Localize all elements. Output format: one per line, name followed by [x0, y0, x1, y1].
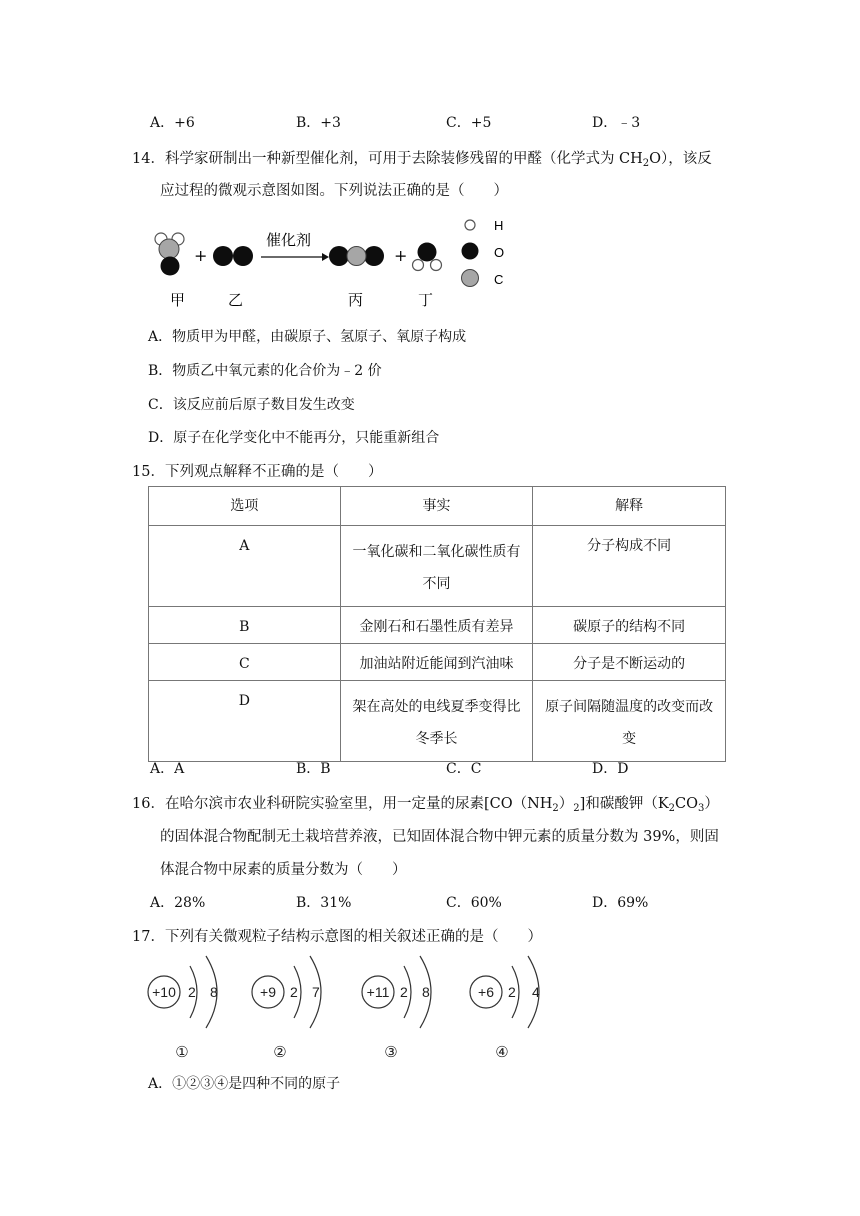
q17-stem: 17．下列有关微观粒子结构示意图的相关叙述正确的是（ ）	[132, 929, 542, 945]
legend	[462, 218, 505, 287]
shell-electrons: 7	[312, 984, 320, 1000]
name-yi: 乙	[228, 291, 244, 309]
molecule-yi	[213, 246, 253, 266]
cell-fact: 金刚石和石墨性质有差异	[340, 607, 533, 644]
header-fact: 事实	[340, 487, 533, 526]
cell-option: A	[149, 526, 341, 607]
q15-option-b[interactable]: B．B	[296, 761, 331, 777]
q17-option-a[interactable]: A．①②③④是四种不同的原子	[148, 1076, 341, 1092]
legend-h-label: H	[494, 218, 504, 233]
cell-fact: 加油站附近能闻到汽油味	[340, 644, 533, 681]
q16-stem-line2: 的固体混合物配制无土栽培营养液，已知固体混合物中钾元素的质量分数为 39%，则固	[160, 829, 719, 845]
shell-electrons: 2	[188, 984, 196, 1000]
plus-sign-2: +	[394, 246, 408, 265]
cell-explain: 分子是不断运动的	[533, 644, 726, 681]
q16-stem-line3: 体混合物中尿素的质量分数为（ ）	[160, 862, 407, 878]
q15-table	[148, 486, 726, 762]
shell-electrons: 2	[508, 984, 516, 1000]
q16-stem-line1: 16．在哈尔滨市农业科研院实验室里，用一定量的尿素$[CO(NH_2)_2]$和碳酸钾$(K_2CO_3)$	[132, 796, 719, 814]
particle-2	[252, 956, 321, 1061]
cell-option: C	[149, 644, 341, 681]
molecule-bing	[329, 246, 384, 266]
molecule-ding	[413, 243, 442, 271]
legend-o-swatch	[462, 243, 479, 260]
nucleus-charge: +11	[366, 984, 390, 1000]
q15-option-d[interactable]: D．D	[592, 761, 629, 777]
q14-stem-line1: 14．科学家研制出一种新型催化剂，可用于去除装修残留的甲醛（化学式为 $CH_2O$），该反	[132, 151, 712, 169]
q13-option-c[interactable]: C．+5	[446, 115, 492, 131]
q13-option-d[interactable]: D．﹣3	[592, 115, 641, 131]
cell-option: B	[149, 607, 341, 644]
shell-electrons: 2	[290, 984, 298, 1000]
name-bing: 丙	[348, 291, 364, 309]
legend-c-swatch	[462, 270, 479, 287]
molecule-jia	[155, 233, 184, 276]
arrow-head-icon	[322, 253, 329, 261]
cell-fact: 一氧化碳和二氧化碳性质有 不同	[340, 526, 533, 607]
table-row	[149, 644, 726, 681]
cell-fact: 架在高处的电线夏季变得比 冬季长	[340, 681, 533, 762]
q16-option-c[interactable]: C．60%	[446, 895, 502, 911]
particle-3	[362, 956, 431, 1061]
q14-option-b[interactable]: B．物质乙中氧元素的化合价为﹣2 价	[148, 363, 382, 379]
q13-option-a[interactable]: A．+6	[150, 115, 195, 131]
q16-option-a[interactable]: A．28%	[150, 895, 206, 911]
table-header-row	[149, 487, 726, 526]
cell-option: D	[149, 681, 341, 762]
q13-option-b[interactable]: B．+3	[296, 115, 341, 131]
q14-option-a[interactable]: A．物质甲为甲醛，由碳原子、氢原子、氧原子构成	[148, 329, 467, 345]
particle-label: ①	[175, 1044, 189, 1061]
q14-reaction-diagram	[148, 212, 520, 312]
shell-electrons: 2	[400, 984, 408, 1000]
header-explain: 解释	[533, 487, 726, 526]
q15-option-a[interactable]: A．A	[150, 761, 185, 777]
q15-stem: 15．下列观点解释不正确的是（ ）	[132, 464, 383, 480]
shell-electrons: 8	[210, 984, 218, 1000]
nucleus-charge: +6	[478, 984, 494, 1000]
header-option: 选项	[149, 487, 341, 526]
table-row	[149, 526, 726, 607]
particle-1	[148, 956, 218, 1061]
catalyst-label: 催化剂	[266, 231, 312, 249]
cell-explain: 原子间隔随温度的改变而改 变	[533, 681, 726, 762]
nucleus-charge: +10	[152, 984, 176, 1000]
name-ding: 丁	[418, 291, 434, 309]
q14-option-d[interactable]: D．原子在化学变化中不能再分，只能重新组合	[148, 430, 440, 446]
q14-stem-line2: 应过程的微观示意图如图。下列说法正确的是（ ）	[160, 183, 508, 199]
q14-option-c[interactable]: C．该反应前后原子数目发生改变	[148, 397, 355, 413]
name-jia: 甲	[170, 291, 186, 309]
plus-sign-1: +	[194, 246, 208, 265]
q16-option-b[interactable]: B．31%	[296, 895, 352, 911]
particle-4	[470, 956, 540, 1061]
particle-label: ③	[384, 1044, 398, 1061]
particle-label: ④	[495, 1044, 509, 1061]
nucleus-charge: +9	[260, 984, 276, 1000]
legend-o-label: O	[494, 245, 505, 260]
shell-electrons: 4	[532, 984, 540, 1000]
cell-explain: 分子构成不同	[533, 526, 726, 607]
cell-explain: 碳原子的结构不同	[533, 607, 726, 644]
particle-label: ②	[273, 1044, 287, 1061]
legend-h-swatch	[465, 220, 475, 230]
q16-option-d[interactable]: D．69%	[592, 895, 649, 911]
q15-option-c[interactable]: C．C	[446, 761, 482, 777]
shell-electrons: 8	[422, 984, 430, 1000]
table-row	[149, 681, 726, 762]
legend-c-label: C	[494, 272, 504, 287]
table-row	[149, 607, 726, 644]
q17-atom-structures	[140, 950, 560, 1065]
